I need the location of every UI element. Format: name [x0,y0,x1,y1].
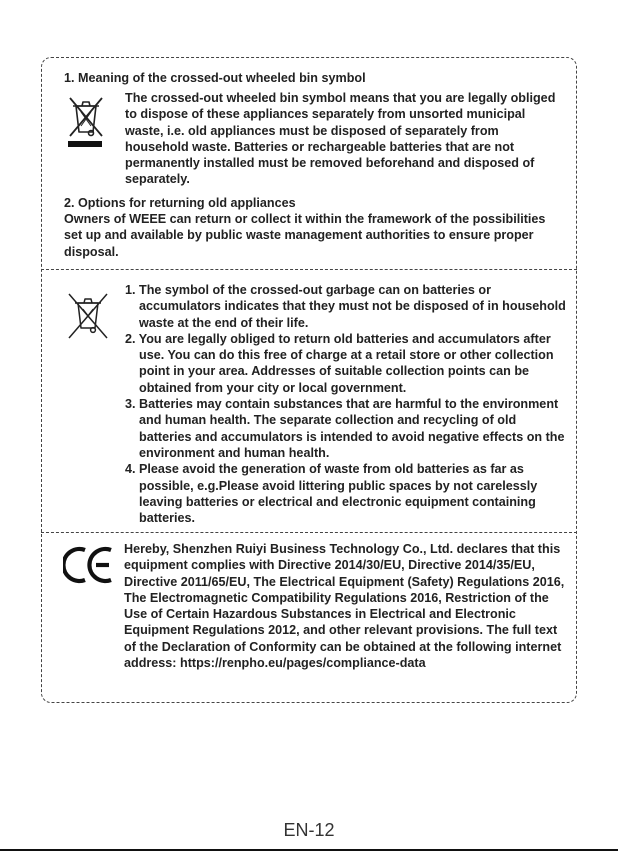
crossed-out-battery-bin-icon [63,290,113,342]
ce-declaration [124,541,570,671]
section2-paragraph: Owners of WEEE can return or collect it within the framework of the possibilities set up and available by public waste management authorities to ensure proper disposal. [64,212,546,259]
section1-paragraph: The crossed-out wheeled bin symbol means that you are legally obliged to dispose of these appliances separately from unsorted municipal waste, i.e. old appliances must be disposed of separately from household waste. Batteries or rechargeable batteries that are not permanently installed must be removed beforehand and disposed of separately. [125,91,556,187]
list-item: 2. You are legally obliged to return old batteries and accumulators after use. You can do this free of charge at a retail store or other collection point in your area. Addresses of suitable collection points can be obtained from your city or local government. [125,331,554,395]
ce-mark-icon [63,545,115,585]
section2-heading: 2. Options for returning old appliances [64,196,296,210]
battery-instruction-list [125,282,570,526]
section-divider-1 [41,269,577,270]
battery-instructions [125,282,570,526]
ce-declaration-text: Hereby, Shenzhen Ruiyi Business Technology Co., Ltd. declares that this equipment complies with Directive 2014/30/EU, Directive 2014/35/EU, Directive 2011/65/EU, The Electrical Equipment (Safety) Regulations 2016, The Electromagnetic Compatibility Regulations 2016, Restriction of the Use of Certain Hazardous Substances in Electrical and Electronic Equipment Regulations 2012, and other relevant provisions. The full text of the Declaration of Conformity can be obtained at the following internet address: https://renpho.eu/pages/compliance-data [124,542,565,671]
list-item: 4. Please avoid the generation of waste from old batteries as far as possible, e.g.Please avoid littering public spaces by not carelessly leaving batteries or electrical and electronic equipment containing batteries. [125,462,538,526]
section1-body [125,90,565,188]
section-divider-2 [41,532,577,533]
list-item: 3. Batteries may contain substances that are harmful to the environment and human health. The separate collection and recycling of old batteries and accumulators is intended to avoid negative effects on the environment and human health. [125,397,565,460]
list-item: 1. The symbol of the crossed-out garbage can on batteries or accumulators indicates that they must not be disposed of in household waste at the end of their life. [125,283,566,330]
page-number: EN-12 [283,820,335,840]
crossed-out-wheeled-bin-icon [64,92,108,152]
section2-body [64,211,564,260]
section1-heading: 1. Meaning of the crossed-out wheeled bin symbol [64,71,366,85]
